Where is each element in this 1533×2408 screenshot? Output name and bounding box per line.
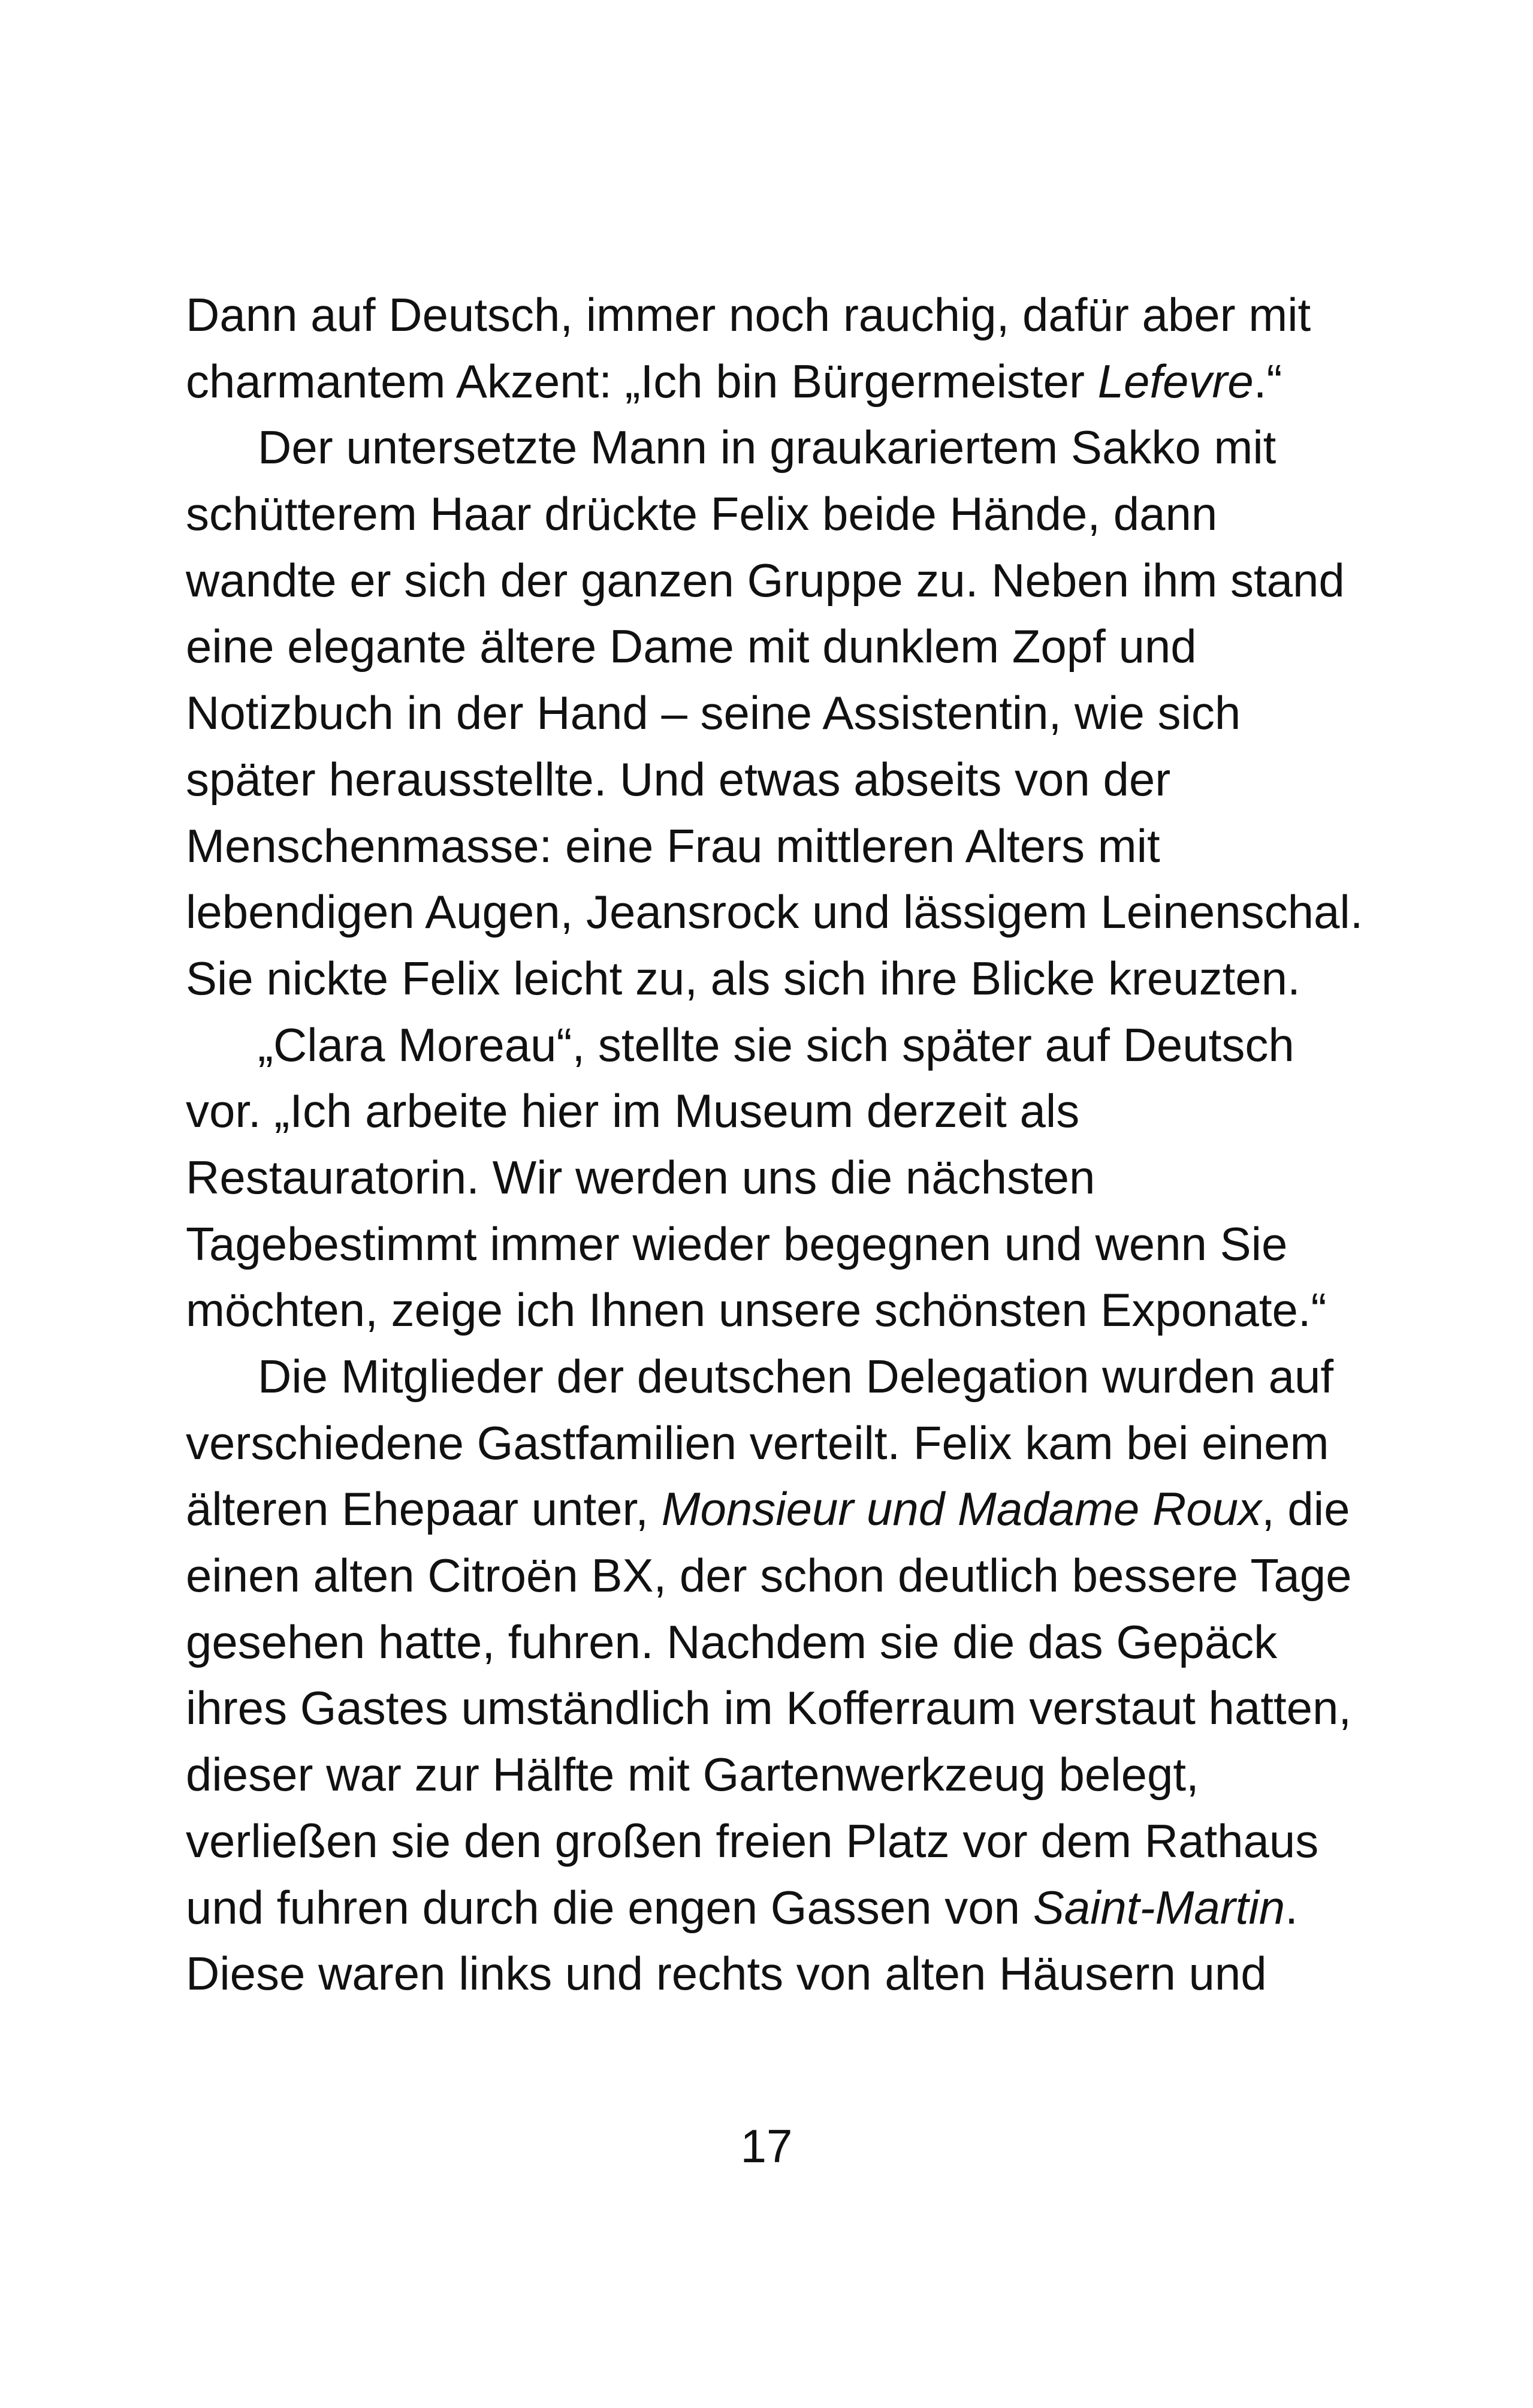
text-line: eine elegante ältere Dame mit dunklem Zopf und	[186, 620, 1197, 673]
text-line: dieser war zur Hälfte mit Gartenwerkzeug belegt,	[186, 1748, 1199, 1801]
text-line: charmantem Akzent: „Ich bin Bürgermeister Lefevre.“	[186, 354, 1282, 408]
text-line: verschiedene Gastfamilien verteilt. Felix kam bei einem	[186, 1416, 1329, 1469]
text-line: gesehen hatte, fuhren. Nachdem sie die das Gepäck	[186, 1615, 1278, 1668]
page-number: 17	[740, 2120, 793, 2172]
text-line: vor. „Ich arbeite hier im Museum derzeit als	[186, 1084, 1080, 1138]
italic-name: Monsieur und Madame Roux	[661, 1482, 1262, 1536]
text-line: Notizbuch in der Hand – seine Assistentin, wie sich	[186, 686, 1241, 740]
text-line: älteren Ehepaar unter, Monsieur und Madame Roux, die	[186, 1482, 1350, 1536]
text-line: Diese waren links und rechts von alten Häusern und	[186, 1947, 1267, 2000]
text-line: Dann auf Deutsch, immer noch rauchig, dafür aber mit	[186, 288, 1311, 341]
body-text	[186, 282, 1372, 2007]
text-line: Sie nickte Felix leicht zu, als sich ihre Blicke kreuzten.	[186, 951, 1300, 1005]
text-line: später herausstellte. Und etwas abseits von der	[186, 752, 1171, 806]
paragraph-start-line: Die Mitglieder der deutschen Delegation wurden auf	[258, 1350, 1334, 1403]
text-line: Tagebestimmt immer wieder begegnen und wenn Sie	[186, 1217, 1288, 1270]
text-line: Restauratorin. Wir werden uns die nächsten	[186, 1150, 1096, 1204]
text-line: Menschenmasse: eine Frau mittleren Alters mit	[186, 819, 1160, 872]
text-line: und fuhren durch die engen Gassen von Saint-Martin.	[186, 1880, 1298, 1934]
paragraph-start-line: „Clara Moreau“, stellte sie sich später auf Deutsch	[258, 1018, 1294, 1071]
italic-name: Saint-Martin	[1033, 1880, 1285, 1934]
text-line: einen alten Citroën BX, der schon deutlich bessere Tage	[186, 1549, 1352, 1602]
text-line: möchten, zeige ich Ihnen unsere schönsten Exponate.“	[186, 1283, 1327, 1337]
paragraph-start-line: Der untersetzte Mann in graukariertem Sakko mit	[258, 421, 1277, 474]
text-line: schütterem Haar drückte Felix beide Hände, dann	[186, 487, 1218, 541]
italic-name: Lefevre	[1097, 354, 1254, 408]
text-line: lebendigen Augen, Jeansrock und lässigem Leinenschal.	[186, 885, 1363, 939]
text-line: ihres Gastes umständlich im Kofferraum verstaut hatten,	[186, 1681, 1352, 1735]
text-line: verließen sie den großen freien Platz vor dem Rathaus	[186, 1814, 1319, 1867]
text-line: wandte er sich der ganzen Gruppe zu. Neben ihm stand	[186, 553, 1345, 607]
